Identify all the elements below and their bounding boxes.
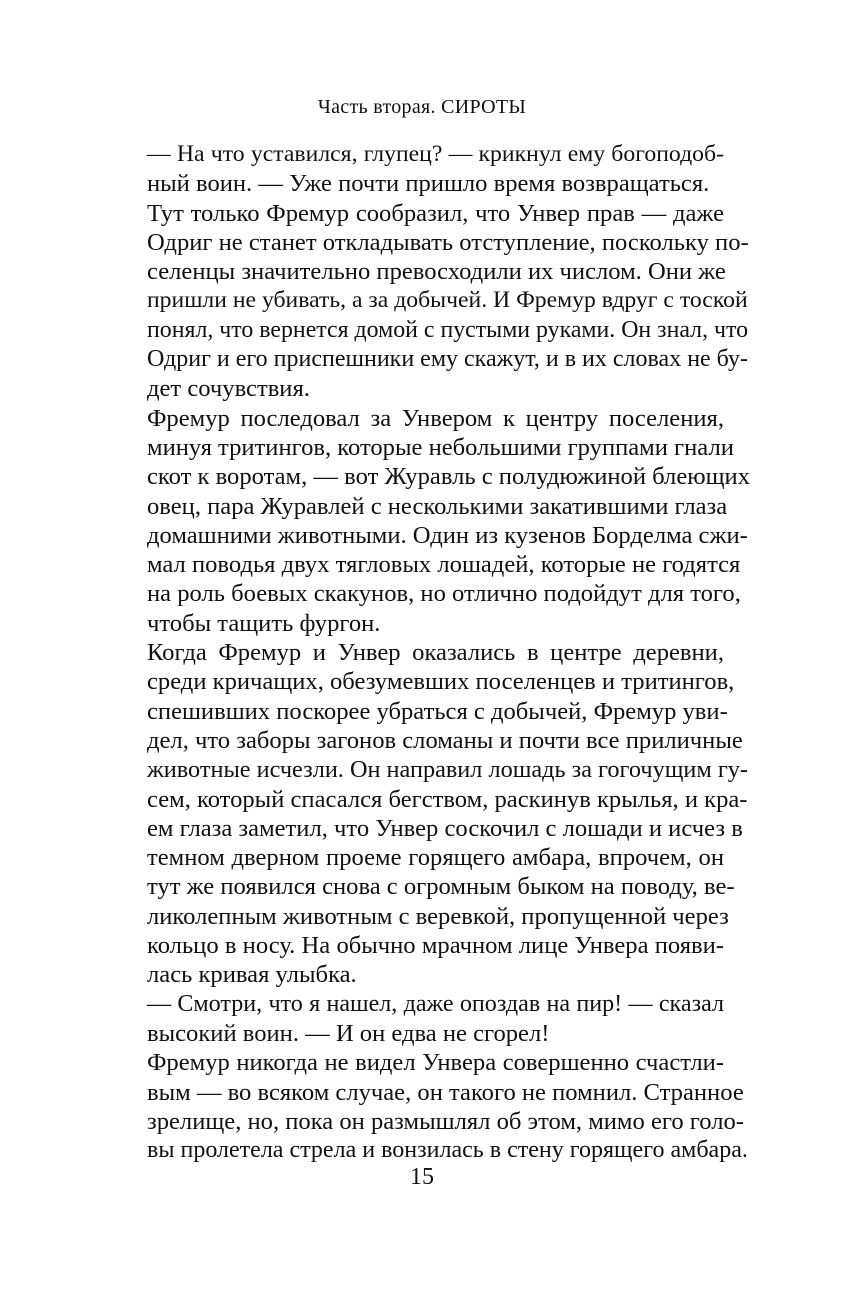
text-line: спешивших поскорее убраться с добычей, Фремур уви- xyxy=(147,697,728,725)
paragraph xyxy=(120,638,748,990)
text-line: домашними животными. Один из кузенов Борделма сжи- xyxy=(147,521,748,549)
text-line: селенцы значительно превосходили их числом. Они же xyxy=(147,258,726,286)
text-line: высокий воин. — И он едва не сгорел! xyxy=(147,1019,550,1047)
text-line: лась кривая улыбка. xyxy=(147,961,357,989)
text-line: Фремур никогда не видел Унвера совершенно счастли- xyxy=(147,1049,724,1077)
paragraph xyxy=(120,404,751,638)
page-number: 15 xyxy=(410,1164,434,1190)
text-line: чтобы тащить фургон. xyxy=(147,609,381,637)
paragraph xyxy=(120,990,724,1049)
text-line: дел, что заборы загонов сломаны и почти все приличные xyxy=(147,726,743,754)
paragraph xyxy=(120,140,724,199)
text-line: — На что уставился, глупец? — крикнул ему богоподоб- xyxy=(147,141,724,167)
text-line: понял, что вернется домой с пустыми руками. Он знал, что xyxy=(147,316,749,343)
text-line: среди кричащих, обезумевших поселенцев и тритингов, xyxy=(147,668,735,696)
text-line: Фремур последовал за Унвером к центру поселения, xyxy=(147,404,724,432)
paragraph xyxy=(120,1048,748,1165)
paragraph xyxy=(120,199,749,404)
text-line: кольцо в носу. На обычно мрачном лице Унвера появи- xyxy=(147,932,724,960)
text-line: ный воин. — Уже почти пришло время возвращаться. xyxy=(147,170,710,198)
text-line: скот к воротам, — вот Журавль с полудюжиной блеющих xyxy=(147,463,751,491)
text-line: темном дверном проеме горящего амбара, впрочем, он xyxy=(147,844,724,872)
text-line: Одриг и его приспешники ему скажут, и в их словах не бу- xyxy=(147,346,748,373)
text-line: вым — во всяком случае, он такого не помнил. Странное xyxy=(147,1078,744,1106)
text-line: минуя тритингов, которые небольшими группами гнали xyxy=(147,433,734,461)
text-line: ем глаза заметил, что Унвер соскочил с лошади и исчез в xyxy=(147,814,743,842)
text-line: тут же появился снова с огромным быком на поводу, ве- xyxy=(147,873,735,901)
text-line: ликолепным животным с веревкой, пропущенной через xyxy=(147,902,729,930)
text-line: вы пролетела стрела и вонзилась в стену горящего амбара. xyxy=(147,1137,748,1164)
text-line: Одриг не станет откладывать отступление, поскольку по- xyxy=(147,228,749,256)
text-line: зрелище, но, пока он размышлял об этом, мимо его голо- xyxy=(147,1107,744,1135)
text-line: пришли не убивать, а за добычей. И Фремур вдруг с тоской xyxy=(147,287,748,314)
text-line: сем, который спасался бегством, раскинув крылья, и кра- xyxy=(147,785,748,813)
text-line: овец, пара Журавлей с несколькими закатившими глаза xyxy=(147,492,728,520)
body-text xyxy=(120,140,751,1165)
text-line: Тут только Фремур сообразил, что Унвер прав — даже xyxy=(147,199,724,227)
text-line: на роль боевых скакунов, но отлично подойдут для того, xyxy=(147,580,741,608)
text-line: Когда Фремур и Унвер оказались в центре деревни, xyxy=(147,639,724,667)
text-line: мал поводья двух тягловых лошадей, которые не годятся xyxy=(147,551,741,579)
text-line: животные исчезли. Он направил лошадь за гогочущим гу- xyxy=(147,756,748,784)
text-line: — Смотри, что я нашел, даже опоздав на пир! — сказал xyxy=(147,990,724,1017)
running-header: Часть вторая. СИРОТЫ xyxy=(317,96,527,118)
text-line: дет сочувствия. xyxy=(147,375,310,403)
